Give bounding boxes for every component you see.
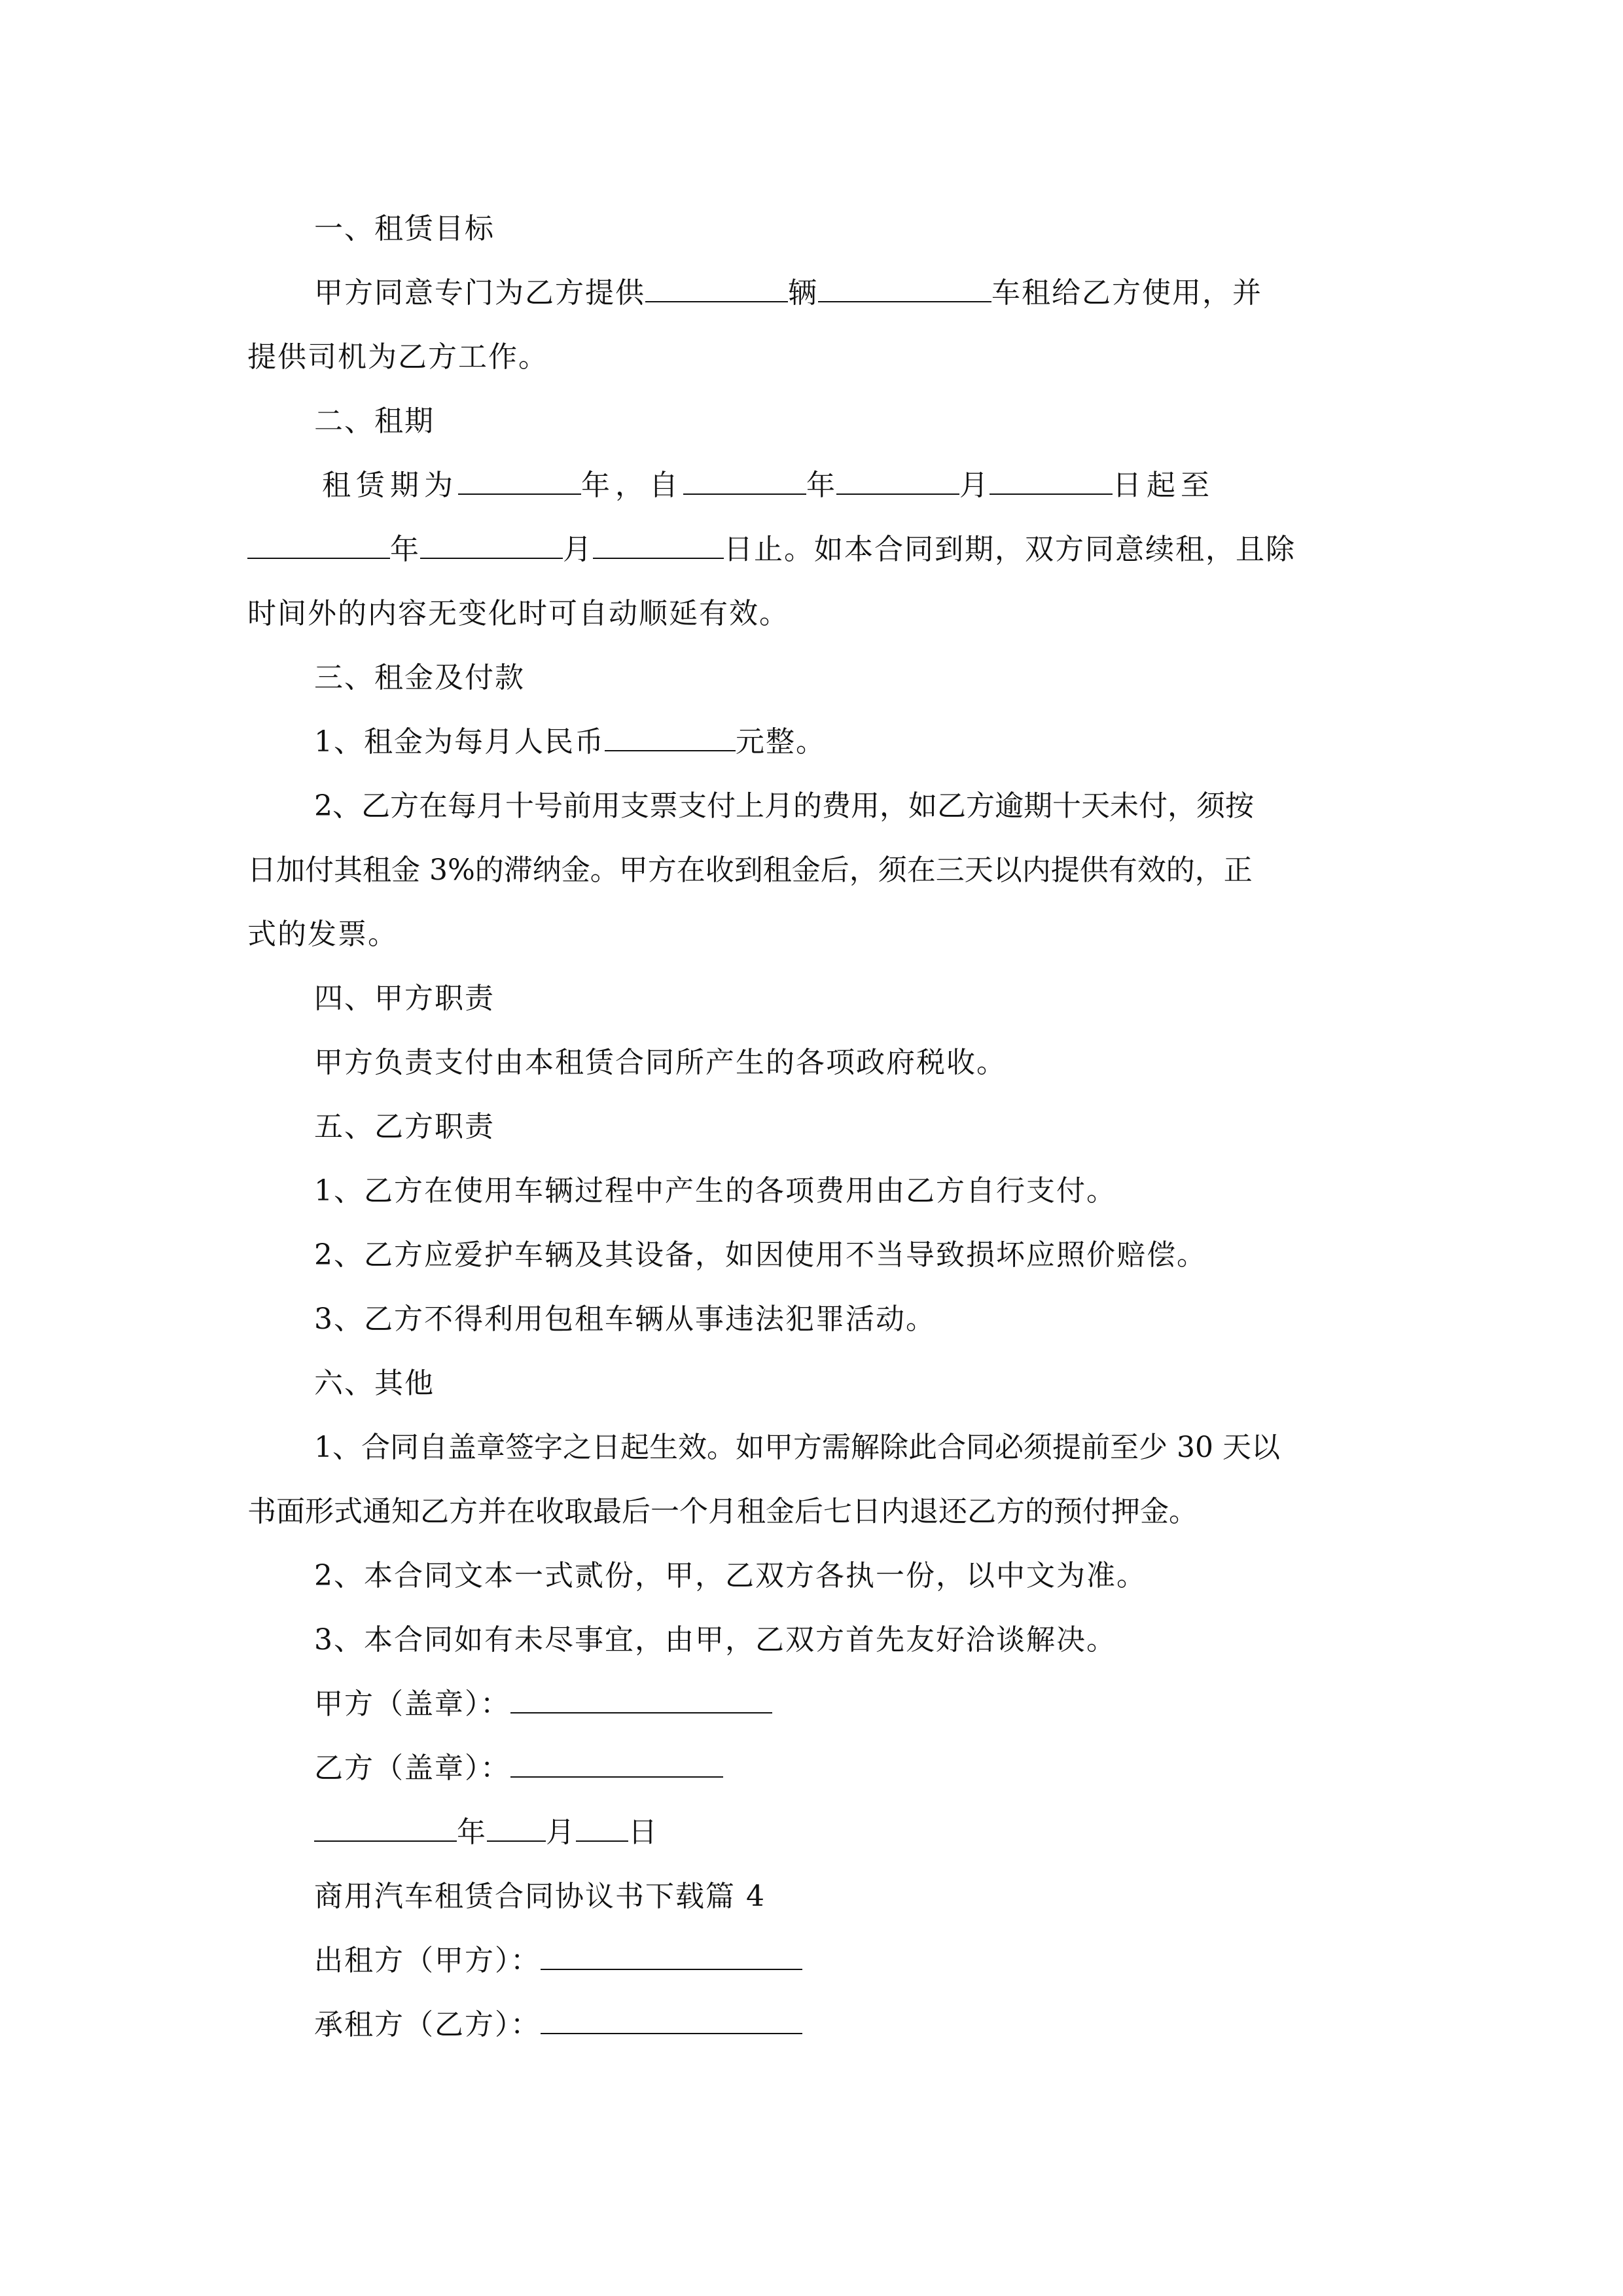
section-3-item-2-line-1: 2、乙方在每月十号前用支票支付上月的费用，如乙方逾期十天未付，须按 <box>314 789 1254 823</box>
text-segment: 年，自 <box>581 469 683 502</box>
vehicle-count-blank <box>645 275 788 302</box>
rent-amount-blank <box>605 724 736 751</box>
signing-date-line <box>314 1813 1389 1852</box>
party-a-signature-line <box>314 1685 1389 1724</box>
party-a-label: 甲方（盖章）： <box>314 1687 510 1721</box>
party-b-signature-blank <box>510 1750 723 1778</box>
section-4-paragraph: 甲方负责支付由本租赁合同所产生的各项政府税收。 <box>314 1046 1007 1079</box>
section-5-item-3: 3、乙方不得利用包租车辆从事违法犯罪活动。 <box>314 1302 936 1336</box>
text-segment: 1、租金为每月人民币 <box>314 725 605 759</box>
vehicle-model-blank <box>818 275 991 302</box>
lessee-blank <box>541 2007 802 2034</box>
signing-month-blank <box>487 1814 546 1842</box>
party-a-signature-blank <box>510 1686 772 1713</box>
text-segment: 辆 <box>788 276 818 310</box>
section-2-heading: 二、租期 <box>314 404 435 438</box>
month-label: 月 <box>546 1816 576 1849</box>
party-b-label: 乙方（盖章）： <box>314 1751 510 1785</box>
section-6-item-2: 2、本合同文本一式贰份，甲，乙双方各执一份，以中文为准。 <box>314 1559 1147 1592</box>
section-6-item-1-line-2: 书面形式通知乙方并在收取最后一个月租金后七日内退还乙方的预付押金。 <box>247 1495 1198 1528</box>
text-segment: 租赁期为 <box>322 469 458 502</box>
lessee-line <box>314 2005 1389 2045</box>
section-2-paragraph-line-2 <box>247 530 1389 569</box>
end-month-blank <box>420 531 563 559</box>
section-5-item-1: 1、乙方在使用车辆过程中产生的各项费用由乙方自行支付。 <box>314 1174 1116 1208</box>
section-6-item-3: 3、本合同如有未尽事宜，由甲，乙双方首先友好洽谈解决。 <box>314 1623 1116 1657</box>
signing-day-blank <box>576 1814 628 1842</box>
section-4-heading: 四、甲方职责 <box>314 982 495 1015</box>
section-3-item-1 <box>314 723 1389 762</box>
text-segment: 元整。 <box>736 725 826 759</box>
start-day-blank <box>990 467 1113 495</box>
lessee-label: 承租方（乙方）： <box>314 2008 541 2041</box>
section-3-item-2-line-3: 式的发票。 <box>247 918 398 951</box>
text-segment: 甲方同意专门为乙方提供 <box>314 276 645 310</box>
lessor-line <box>314 1941 1389 1981</box>
section-5-heading: 五、乙方职责 <box>314 1110 495 1143</box>
section-5-item-2: 2、乙方应爱护车辆及其设备，如因使用不当导致损坏应照价赔偿。 <box>314 1238 1207 1272</box>
section-2-paragraph-line-3: 时间外的内容无变化时可自动顺延有效。 <box>247 597 789 630</box>
text-segment: 车租给乙方使用，并 <box>991 276 1262 310</box>
start-month-blank <box>836 467 959 495</box>
text-segment: 日起至 <box>1113 469 1215 502</box>
party-b-signature-line <box>314 1749 1389 1788</box>
section-2-paragraph-line-1 <box>322 466 1397 505</box>
start-year-blank <box>683 467 806 495</box>
section-6-heading: 六、其他 <box>314 1367 435 1400</box>
signing-year-blank <box>314 1814 457 1842</box>
lessor-label: 出租方（甲方）： <box>314 1944 541 1977</box>
next-article-title: 商用汽车租赁合同协议书下载篇 4 <box>314 1880 766 1913</box>
section-1-paragraph-line-1 <box>314 274 1389 313</box>
section-3-heading: 三、租金及付款 <box>314 661 525 694</box>
text-segment: 年 <box>806 469 836 502</box>
section-6-item-1-line-1: 1、合同自盖章签字之日起生效。如甲方需解除此合同必须提前至少 30 天以 <box>314 1431 1280 1464</box>
text-segment: 月 <box>959 469 990 502</box>
text-segment: 月 <box>563 533 593 566</box>
text-segment: 日止。如本合同到期，双方同意续租，且除 <box>724 533 1296 566</box>
lessor-blank <box>541 1943 802 1970</box>
year-label: 年 <box>457 1816 487 1849</box>
end-day-blank <box>593 531 724 559</box>
lease-years-blank <box>458 467 581 495</box>
section-3-item-2-line-2: 日加付其租金 3%的滞纳金。甲方在收到租金后，须在三天以内提供有效的，正 <box>247 853 1253 887</box>
section-1-heading: 一、租赁目标 <box>314 212 495 245</box>
day-label: 日 <box>628 1816 658 1849</box>
end-year-blank <box>247 531 390 559</box>
section-1-paragraph-line-2: 提供司机为乙方工作。 <box>247 340 548 374</box>
text-segment: 年 <box>390 533 420 566</box>
